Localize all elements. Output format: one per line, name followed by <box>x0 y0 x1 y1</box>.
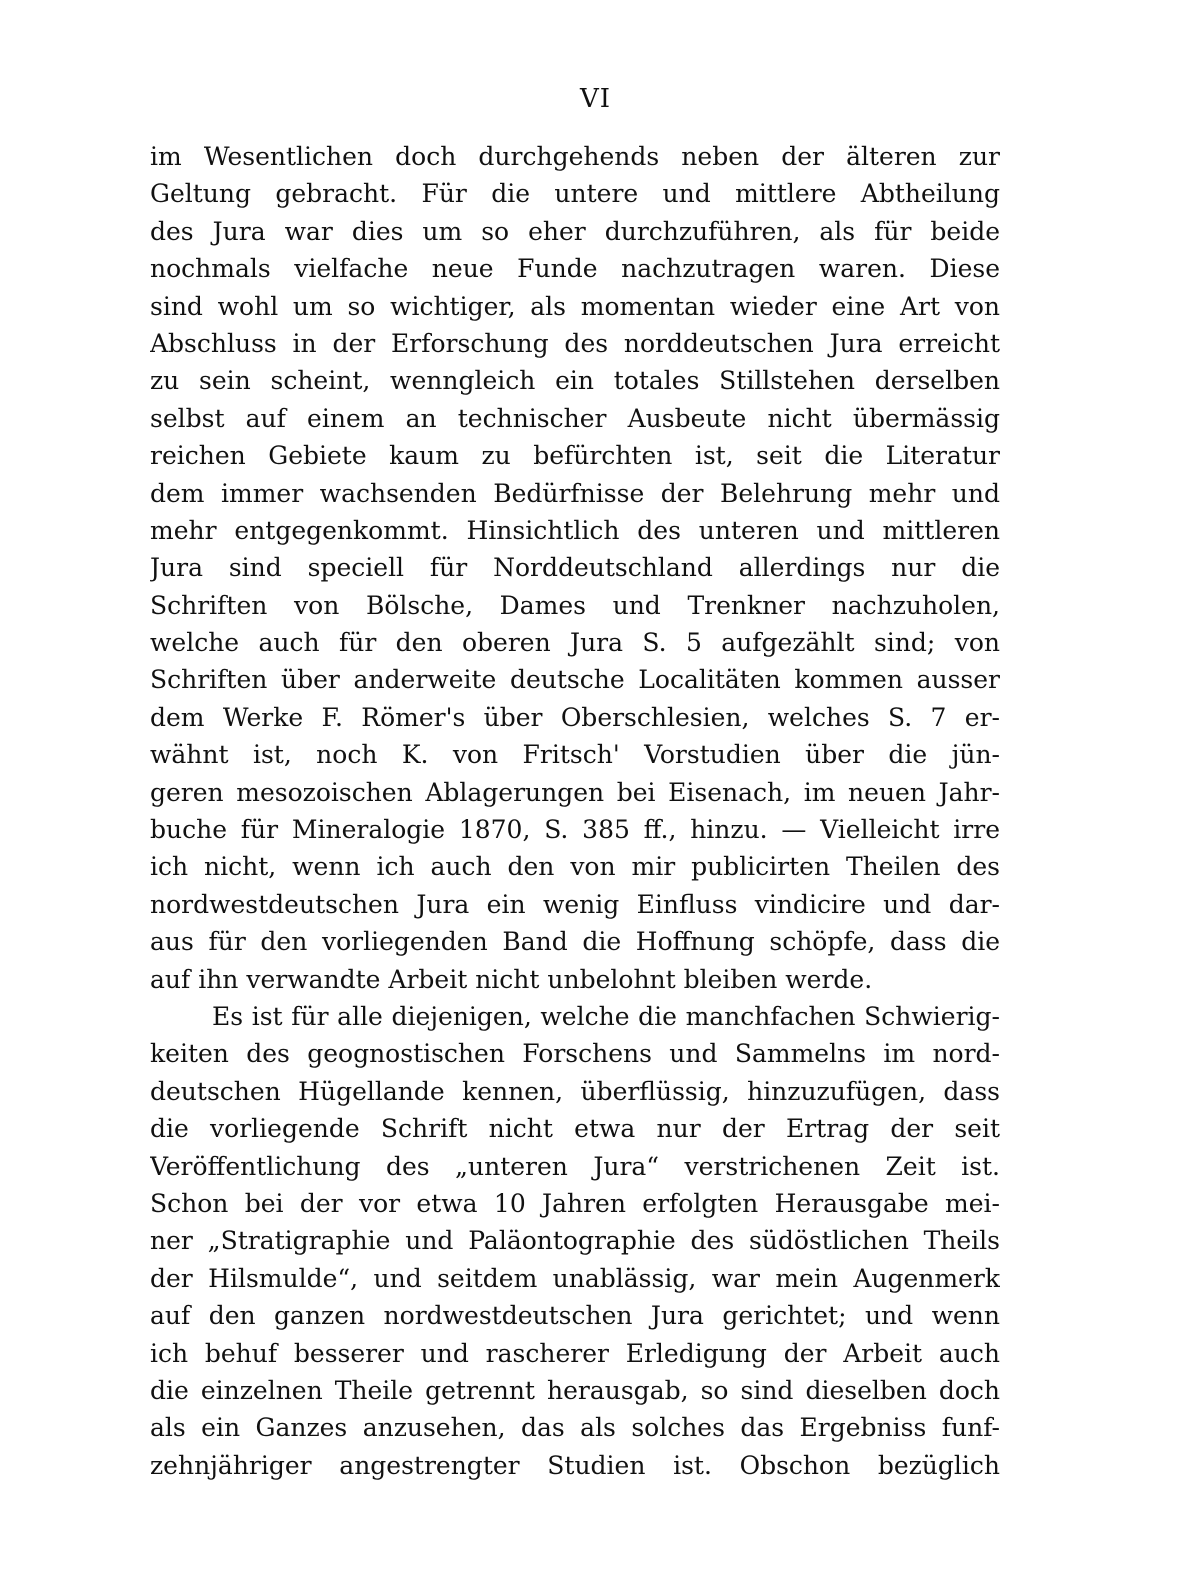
text-line: als ein Ganzes anzusehen, das als solches das Ergebniss funf- <box>150 1413 1000 1443</box>
text-line: zehnjähriger angestrengter Studien ist. Obschon bezüglich <box>150 1450 1000 1480</box>
text-line: reichen Gebiete kaum zu befürchten ist, seit die Literatur <box>150 441 1000 471</box>
text-line: nochmals vielfache neue Funde nachzutragen waren. Diese <box>150 254 1000 284</box>
text-line: zu sein scheint, wenngleich ein totales Stillstehen derselben <box>150 366 1000 396</box>
text-line: des Jura war dies um so eher durchzuführen, als für beide <box>150 216 1000 246</box>
text-line: buche für Mineralogie 1870, S. 385 ff., hinzu. — Vielleicht irre <box>150 815 1000 845</box>
text-line: ner „Stratigraphie und Paläontographie des südöstlichen Theils <box>150 1226 1000 1256</box>
text-line: ich behuf besserer und rascherer Erledigung der Arbeit auch <box>150 1338 1000 1368</box>
text-line: der Hilsmulde“, und seitdem unablässig, war mein Augenmerk <box>150 1263 1000 1293</box>
text-line: nordwestdeutschen Jura ein wenig Einfluss vindicire und dar- <box>150 889 1000 919</box>
text-line: die vorliegende Schrift nicht etwa nur der Ertrag der seit <box>150 1114 1000 1144</box>
body-text <box>150 138 1000 1484</box>
text-line: sind wohl um so wichtiger, als momentan wieder eine Art von <box>150 291 1000 321</box>
text-line: Jura sind speciell für Norddeutschland allerdings nur die <box>150 553 1000 583</box>
text-line: die einzelnen Theile getrennt herausgab, so sind dieselben doch <box>150 1375 1000 1405</box>
text-line: Schriften über anderweite deutsche Localitäten kommen ausser <box>150 665 1000 695</box>
text-line: ich nicht, wenn ich auch den von mir publicirten Theilen des <box>150 852 1000 882</box>
text-line: Veröffentlichung des „unteren Jura“ verstrichenen Zeit ist. <box>150 1151 1000 1181</box>
page-number: VI <box>579 84 612 114</box>
text-line: auf ihn verwandte Arbeit nicht unbelohnt bleiben werde. <box>150 964 873 994</box>
text-line: aus für den vorliegenden Band die Hoffnung schöpfe, dass die <box>150 927 1000 957</box>
paragraph <box>150 998 1000 1484</box>
text-line: wähnt ist, noch K. von Fritsch' Vorstudien über die jün- <box>150 740 1000 770</box>
text-line: mehr entgegenkommt. Hinsichtlich des unteren und mittleren <box>150 515 1000 545</box>
text-line: welche auch für den oberen Jura S. 5 aufgezählt sind; von <box>150 628 1000 658</box>
paragraph <box>150 138 1000 998</box>
text-line: Geltung gebracht. Für die untere und mittlere Abtheilung <box>150 179 1000 209</box>
text-line: Schriften von Bölsche, Dames und Trenkner nachzuholen, <box>150 590 1000 620</box>
text-line: Abschluss in der Erforschung des norddeutschen Jura erreicht <box>150 328 1000 358</box>
text-line: dem immer wachsenden Bedürfnisse der Belehrung mehr und <box>150 478 1000 508</box>
text-line: geren mesozoischen Ablagerungen bei Eisenach, im neuen Jahr- <box>150 777 1000 807</box>
text-line: auf den ganzen nordwestdeutschen Jura gerichtet; und wenn <box>150 1301 1000 1331</box>
text-line: dem Werke F. Römer's über Oberschlesien, welches S. 7 er- <box>150 702 1000 732</box>
text-line: Schon bei der vor etwa 10 Jahren erfolgten Herausgabe mei- <box>150 1188 1000 1218</box>
text-line: keiten des geognostischen Forschens und Sammelns im nord- <box>150 1039 1000 1069</box>
text-line: Es ist für alle diejenigen, welche die manchfachen Schwierig- <box>212 1001 1000 1031</box>
text-line: selbst auf einem an technischer Ausbeute nicht übermässig <box>150 403 1000 433</box>
text-line: im Wesentlichen doch durchgehends neben der älteren zur <box>150 142 1000 171</box>
text-line: deutschen Hügellande kennen, überflüssig, hinzuzufügen, dass <box>150 1076 1000 1106</box>
